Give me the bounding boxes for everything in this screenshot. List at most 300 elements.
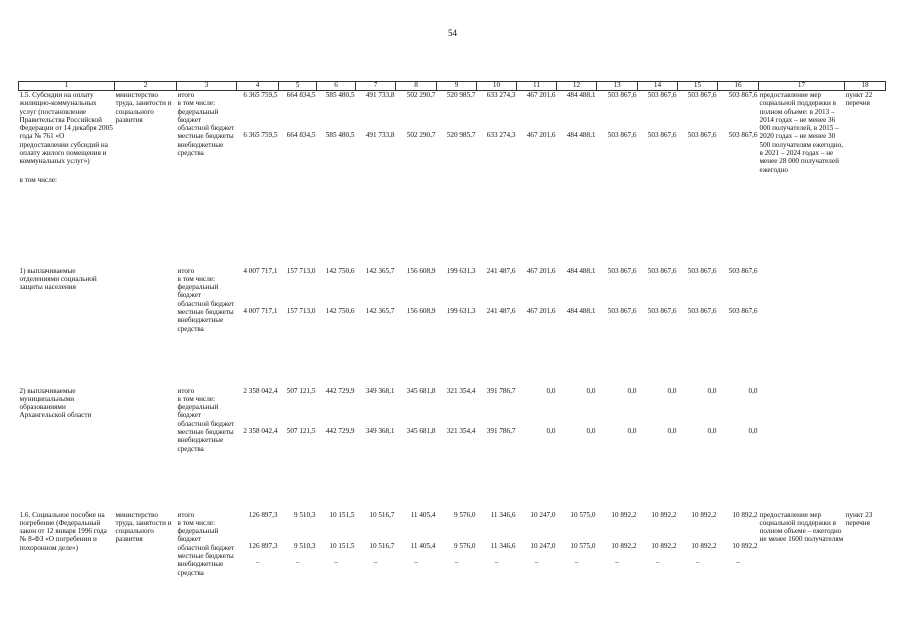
spacer [719,550,758,558]
value-regional: 507 121,5 [286,426,316,435]
value-cell [356,511,396,605]
reference-cell [845,387,886,511]
value-regional: 157 713,0 [286,306,316,315]
value-cell [477,91,517,267]
value-total: 156 608,9 [406,266,436,275]
value-cell [718,387,759,511]
spacer [357,99,395,131]
value-regional: 0,0 [627,426,637,435]
value-regional: 349 368,1 [365,426,395,435]
value-regional: 11 346,6 [490,541,516,550]
spacer [679,99,717,131]
value-cell [678,267,718,387]
spacer [478,550,516,558]
value-regional: 484 488,1 [566,131,596,140]
value-cell [237,511,279,605]
value-cell [237,387,279,511]
value-total: 503 867,6 [687,91,717,99]
value-regional: 442 729,9 [325,426,355,435]
spacer [357,275,395,307]
value-cell [437,387,477,511]
value-total: 502 290,7 [406,91,436,99]
column-header: 4 [237,82,279,91]
row-name-cell [19,387,115,511]
value-total: 157 713,0 [286,266,316,275]
spacer [438,275,476,307]
column-header: 12 [557,82,597,91]
value-total: 10 892,2 [611,510,637,519]
reference-cell [845,91,886,267]
table-body [19,91,886,605]
spacer [639,519,677,542]
spacer [438,395,476,427]
value-total: 0,0 [667,386,677,395]
spacer [518,550,556,558]
label-federal: федеральный бюджет [177,403,219,420]
spacer [238,99,278,131]
value-cell [517,267,557,387]
value-regional: 10 151,5 [329,541,355,550]
value-regional: 503 867,6 [728,131,758,140]
value-regional: 4 007 717,1 [243,306,278,315]
value-total: 9 510,3 [293,510,316,519]
row-name: 1.6. Социальное пособие на погребение (Федеральный закон от 12 января 1996 года № 8-ФЗ «О погребении и похоронном деле») [19,510,107,552]
spacer [518,519,556,542]
label-local: местные бюджеты [177,132,234,141]
value-regional: 10 516,7 [369,541,395,550]
label-federal: федеральный бюджет [177,527,219,544]
column-header: 14 [638,82,678,91]
spacer [719,99,758,131]
value-regional: 391 786,7 [486,426,516,435]
value-regional: 11 405,4 [410,541,436,550]
value-total: 11 346,6 [490,510,516,519]
value-total: 10 892,2 [651,510,677,519]
column-header: 7 [356,82,396,91]
value-cell [356,267,396,387]
label-including: в том числе: [177,274,215,283]
value-regional: 503 867,6 [728,306,758,315]
value-cell [718,267,759,387]
label-including: в том числе: [177,518,215,527]
column-header: 13 [597,82,638,91]
value-regional: 10 892,2 [732,541,758,550]
value-cell [597,91,638,267]
spacer [280,275,316,307]
value-total: 484 488,1 [566,91,596,99]
label-including: в том числе: [177,99,215,108]
value-total: 503 867,6 [728,266,758,275]
spacer [280,519,316,542]
value-local: – [655,558,660,567]
label-federal: федеральный бюджет [177,283,219,300]
column-header: 15 [678,82,718,91]
value-cell [557,91,597,267]
header-row [19,82,886,91]
value-cell [597,267,638,387]
value-regional: 10 892,2 [651,541,677,550]
value-total: 10 892,2 [691,510,717,519]
column-header: 11 [517,82,557,91]
column-header: 17 [759,82,845,91]
value-cell [437,267,477,387]
spacer [598,519,637,542]
row-name-cell [19,267,115,387]
label-local: местные бюджеты [177,427,234,436]
spacer [719,519,758,542]
value-total: 442 729,9 [325,386,355,395]
label-extra: внебюджетные средства [177,560,224,577]
spacer [438,519,476,542]
value-local: – [615,558,619,567]
value-total: 345 681,8 [406,386,436,395]
value-total: 0,0 [627,386,637,395]
label-federal: федеральный бюджет [177,107,219,124]
value-cell [317,387,356,511]
value-total: 503 867,6 [607,91,637,99]
reference: пункт 23 перечня [845,510,873,527]
value-total: 10 575,0 [570,510,596,519]
column-header: 8 [396,82,437,91]
label-total: итого [177,510,195,519]
value-total: 10 516,7 [369,510,395,519]
column-header: 16 [718,82,759,91]
value-cell [638,91,678,267]
label-regional: областной бюджет [177,299,235,308]
value-regional: 484 488,1 [566,306,596,315]
value-total: 585 480,5 [325,91,355,99]
value-regional: 126 897,3 [248,541,278,550]
label-total: итого [177,91,195,99]
value-total: 491 733,8 [365,91,395,99]
value-total: 633 274,3 [486,91,516,99]
funding-sources-cell [177,267,237,387]
value-regional: 503 867,6 [607,131,637,140]
table-row [19,91,886,267]
spacer [318,275,355,307]
value-total: 10 247,0 [530,510,556,519]
value-total: 199 631,3 [446,266,476,275]
spacer [598,550,637,558]
spacer [558,99,596,131]
value-regional: 0,0 [707,426,717,435]
table-row [19,511,886,605]
value-regional: 0,0 [667,426,677,435]
value-cell [477,511,517,605]
column-header: 3 [177,82,237,91]
value-regional: 241 487,6 [486,306,516,315]
value-total: 467 201,6 [526,91,556,99]
spacer [679,395,717,427]
value-cell [517,91,557,267]
executor-cell [115,511,177,605]
column-header: 5 [279,82,317,91]
value-total: 321 354,4 [446,386,476,395]
spacer [280,550,316,558]
indicator-cell [759,511,845,605]
value-total: 0,0 [586,386,596,395]
value-regional: 503 867,6 [687,306,717,315]
row-name: 1) выплачиваемые отделениями социальной защиты населения [19,266,97,292]
value-total: 10 892,2 [732,510,758,519]
value-total: 520 985,7 [446,91,476,99]
column-header: 9 [437,82,477,91]
column-header: 18 [845,82,886,91]
value-regional: 199 631,3 [446,306,476,315]
spacer [558,395,596,427]
value-total: 0,0 [707,386,717,395]
table-row [19,267,886,387]
reference-cell [845,267,886,387]
label-local: местные бюджеты [177,307,234,316]
value-local: – [255,558,260,567]
value-total: 2 358 042,4 [243,386,278,395]
value-cell [317,267,356,387]
value-total: 391 786,7 [486,386,516,395]
value-regional: 142 750,6 [325,306,355,315]
value-cell [437,91,477,267]
value-regional: 2 358 042,4 [243,426,278,435]
value-cell [557,387,597,511]
indicator-cell [759,91,845,267]
value-cell [279,91,317,267]
value-local: – [494,558,499,567]
spacer [719,395,758,427]
budget-table [18,81,886,605]
value-cell [557,511,597,605]
spacer [280,395,316,427]
value-total: 0,0 [748,386,758,395]
label-including: в том числе: [177,394,215,403]
spacer [318,519,355,542]
label-extra: внебюджетные средства [177,140,224,158]
value-local: – [574,558,579,567]
spacer [318,550,355,558]
spacer [639,275,677,307]
spacer [238,275,278,307]
indicator: предоставление мер социальной поддержки в полном объеме: в 2013 – 2014 годах – не менее 36 000 получателей, в 2015 – 2020 годах – не менее 30 500 получателям ежегодно, в 2021 – 2024 годах – не менее 28 000 получателей ежегодно [759,91,844,174]
column-header: 10 [477,82,517,91]
value-cell [557,267,597,387]
value-regional: 491 733,8 [365,131,395,140]
value-cell [638,387,678,511]
value-total: 349 368,1 [365,386,395,395]
label-local: местные бюджеты [177,551,234,560]
value-regional: 345 681,8 [406,426,436,435]
value-total: 467 201,6 [526,266,556,275]
spacer [280,99,316,131]
value-local: – [334,558,338,567]
column-header: 6 [317,82,356,91]
value-regional: 9 576,0 [453,541,476,550]
reference: пункт 22 перечня [845,91,873,108]
spacer [719,275,758,307]
value-cell [638,267,678,387]
value-cell [279,511,317,605]
value-local: – [534,558,539,567]
value-cell [356,387,396,511]
value-total: 6 365 759,5 [243,91,278,99]
spacer [639,550,677,558]
spacer [598,99,637,131]
spacer [438,550,476,558]
value-cell [396,387,437,511]
value-regional: 503 867,6 [647,131,677,140]
value-cell [317,91,356,267]
executor: министерство труда, занятости и социального развития [115,510,172,544]
executor-cell [115,387,177,511]
funding-sources-cell [177,91,237,267]
spacer [397,519,436,542]
spacer [318,395,355,427]
value-regional: 9 510,3 [293,541,316,550]
value-cell [237,267,279,387]
spacer [478,395,516,427]
executor-cell [115,91,177,267]
spacer [238,395,278,427]
value-regional: 467 201,6 [526,306,556,315]
value-cell [517,511,557,605]
value-total: 503 867,6 [647,91,677,99]
value-total: 9 576,0 [453,510,476,519]
value-local: – [414,558,418,567]
value-cell [279,387,317,511]
row-sub-label: в том числе: [19,175,57,184]
value-cell [437,511,477,605]
value-total: 503 867,6 [607,266,637,275]
indicator-cell [759,267,845,387]
value-cell [317,511,356,605]
value-regional: 520 985,7 [446,131,476,140]
value-total: 142 750,6 [325,266,355,275]
column-header: 2 [115,82,177,91]
value-total: 10 151,5 [329,510,355,519]
spacer [318,99,355,131]
spacer [397,275,436,307]
spacer [357,395,395,427]
row-name: 1.5. Субсидии на оплату жилищно-коммунальных услуг (постановление Правительства Российской Федерации от 14 декабря 2005 года № 761 «О предоставлении субсидий на оплату жилого помещения и коммунальных услуг») [19,91,113,166]
label-extra: внебюджетные средства [177,436,224,453]
spacer [357,519,395,542]
spacer [357,550,395,558]
value-cell [638,511,678,605]
value-total: 4 007 717,1 [243,266,278,275]
value-regional: 142 365,7 [365,306,395,315]
spacer [238,519,278,542]
spacer [397,395,436,427]
value-total: 503 867,6 [687,266,717,275]
page-number: 54 [448,28,457,38]
spacer [679,519,717,542]
value-local: – [695,558,700,567]
spacer [598,395,637,427]
value-total: 142 365,7 [365,266,395,275]
spacer [397,99,436,131]
value-regional: 585 480,5 [325,131,355,140]
row-name: 2) выплачиваемые муниципальными образованиями Архангельской области [19,386,92,420]
funding-sources-cell [177,511,237,605]
label-total: итого [177,386,195,395]
value-regional: 156 608,9 [406,306,436,315]
spacer [558,519,596,542]
indicator-cell [759,387,845,511]
value-cell [517,387,557,511]
spacer [598,275,637,307]
value-regional: 10 575,0 [570,541,596,550]
spacer [397,550,436,558]
spacer [518,99,556,131]
value-total: 0,0 [546,386,556,395]
value-regional: 633 274,3 [486,131,516,140]
value-cell [237,91,279,267]
value-regional: 321 354,4 [446,426,476,435]
funding-sources-cell [177,387,237,511]
value-regional: 10 247,0 [530,541,556,550]
value-regional: 503 867,6 [687,131,717,140]
value-cell [279,267,317,387]
spacer [478,519,516,542]
spacer [639,99,677,131]
value-total: 126 897,3 [248,510,278,519]
value-total: 503 867,6 [728,91,758,99]
value-local: – [736,558,740,567]
spacer [679,275,717,307]
reference-cell [845,511,886,605]
value-cell [718,511,759,605]
indicator: предоставление мер социальной поддержки в полном объеме – ежегодно не менее 1600 получателям [759,510,844,544]
value-regional: 6 365 759,5 [243,131,278,140]
label-total: итого [177,266,195,275]
value-regional: 0,0 [748,426,758,435]
value-total: 241 487,6 [486,266,516,275]
value-cell [597,387,638,511]
value-cell [678,91,718,267]
value-cell [477,387,517,511]
executor: министерство труда, занятости и социального развития [115,91,172,124]
value-total: 664 834,5 [286,91,316,99]
value-cell [718,91,759,267]
spacer [518,275,556,307]
value-total: 484 488,1 [566,266,596,275]
value-local: – [373,558,378,567]
value-cell [678,511,718,605]
executor-cell [115,267,177,387]
spacer [478,99,516,131]
spacer [478,275,516,307]
value-cell [678,387,718,511]
value-total: 503 867,6 [647,266,677,275]
value-regional: 664 834,5 [286,131,316,140]
row-name-cell [19,91,115,267]
value-regional: 503 867,6 [607,306,637,315]
label-regional: областной бюджет [177,543,235,552]
spacer [679,550,717,558]
value-regional: 0,0 [546,426,556,435]
label-extra: внебюджетные средства [177,316,224,333]
spacer [238,550,278,558]
value-local: – [295,558,300,567]
value-regional: 467 201,6 [526,131,556,140]
spacer [639,395,677,427]
value-regional: 10 892,2 [611,541,637,550]
label-regional: областной бюджет [177,124,235,133]
value-total: 507 121,5 [286,386,316,395]
value-cell [597,511,638,605]
row-name-cell [19,511,115,605]
column-header: 1 [19,82,115,91]
spacer [558,550,596,558]
spacer [438,99,476,131]
